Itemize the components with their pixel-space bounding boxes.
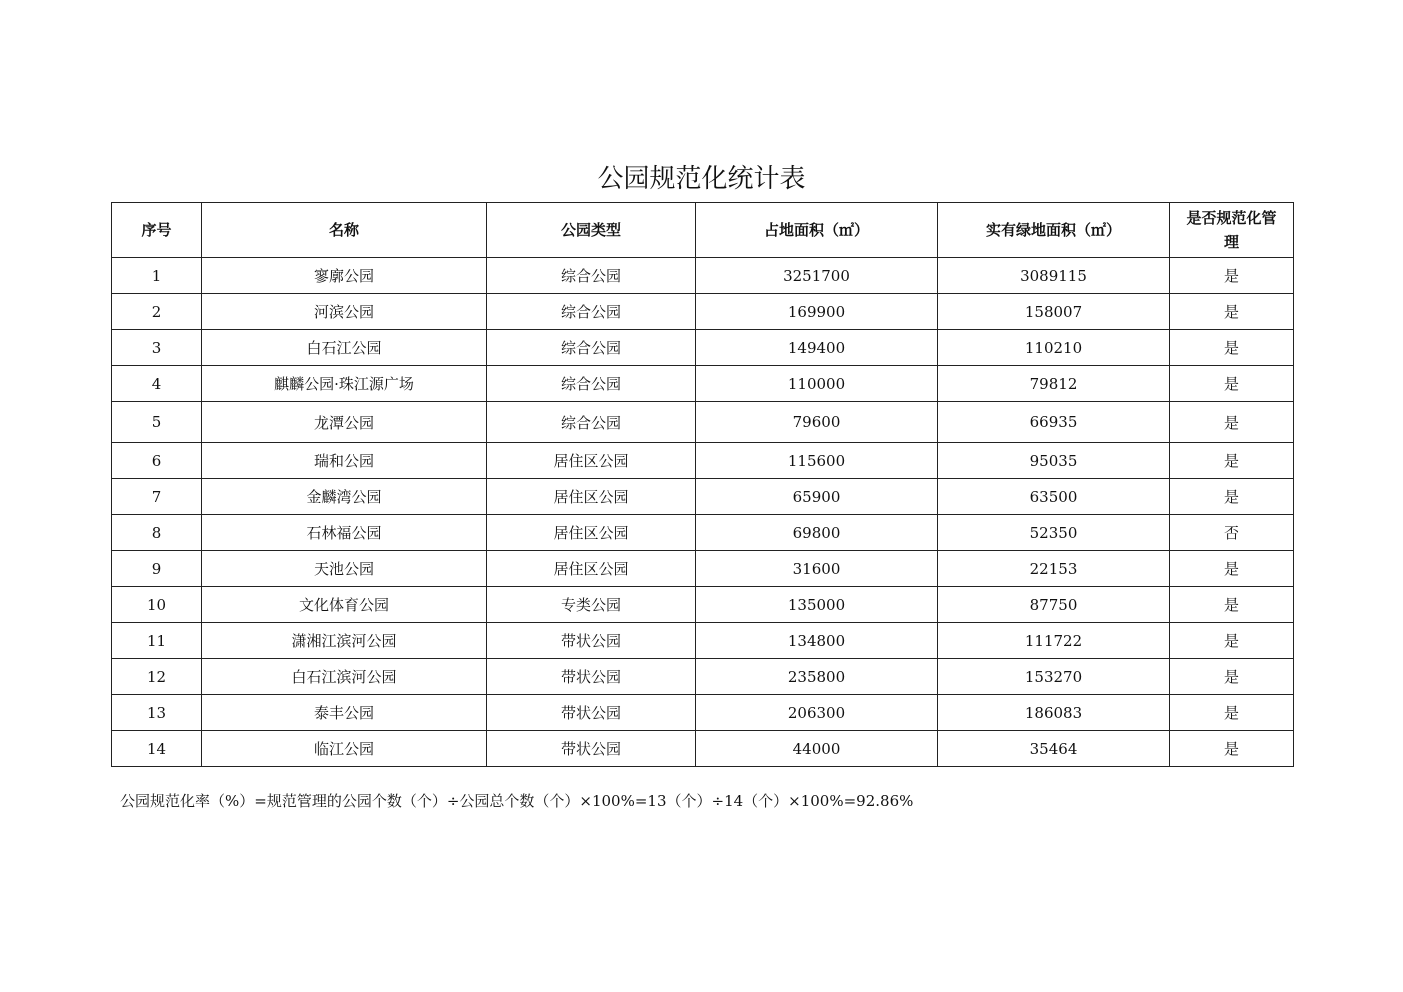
cell-green-area: 63500 <box>938 479 1170 515</box>
cell-standardized: 是 <box>1170 479 1294 515</box>
cell-park-name: 潇湘江滨河公园 <box>202 623 487 659</box>
cell-park-type: 综合公园 <box>487 330 696 366</box>
cell-park-name: 白石江公园 <box>202 330 487 366</box>
table-row <box>112 587 1294 623</box>
table-row <box>112 551 1294 587</box>
cell-park-name: 寥廓公园 <box>202 258 487 294</box>
table-row <box>112 402 1294 443</box>
cell-land-area: 235800 <box>696 659 938 695</box>
cell-green-area: 186083 <box>938 695 1170 731</box>
cell-standardized: 是 <box>1170 659 1294 695</box>
cell-standardized: 是 <box>1170 330 1294 366</box>
cell-serial-number: 9 <box>112 551 202 587</box>
cell-land-area: 149400 <box>696 330 938 366</box>
cell-green-area: 110210 <box>938 330 1170 366</box>
cell-land-area: 115600 <box>696 443 938 479</box>
cell-standardized: 是 <box>1170 695 1294 731</box>
park-statistics-table <box>111 202 1294 767</box>
normalization-rate-formula: 公园规范化率（%）=规范管理的公园个数（个）÷公园总个数（个）×100%=13（个）÷14（个）×100%=92.86% <box>120 792 914 810</box>
table-row <box>112 479 1294 515</box>
cell-park-name: 瑞和公园 <box>202 443 487 479</box>
header-standardized-label: 是否规范化管理 <box>1186 209 1277 251</box>
cell-land-area: 110000 <box>696 366 938 402</box>
cell-serial-number: 11 <box>112 623 202 659</box>
table-body <box>112 258 1294 767</box>
table-row <box>112 258 1294 294</box>
cell-land-area: 44000 <box>696 731 938 767</box>
cell-standardized: 是 <box>1170 623 1294 659</box>
cell-green-area: 52350 <box>938 515 1170 551</box>
cell-green-area: 66935 <box>938 402 1170 443</box>
cell-green-area: 22153 <box>938 551 1170 587</box>
header-green-area: 实有绿地面积（㎡） <box>938 203 1170 258</box>
cell-park-type: 居住区公园 <box>487 479 696 515</box>
cell-standardized: 是 <box>1170 731 1294 767</box>
cell-serial-number: 10 <box>112 587 202 623</box>
document-title: 公园规范化统计表 <box>597 164 806 194</box>
cell-park-name: 文化体育公园 <box>202 587 487 623</box>
cell-park-type: 带状公园 <box>487 659 696 695</box>
table-row <box>112 366 1294 402</box>
cell-green-area: 158007 <box>938 294 1170 330</box>
cell-serial-number: 13 <box>112 695 202 731</box>
cell-park-type: 综合公园 <box>487 366 696 402</box>
cell-serial-number: 14 <box>112 731 202 767</box>
cell-park-type: 居住区公园 <box>487 551 696 587</box>
cell-land-area: 134800 <box>696 623 938 659</box>
cell-standardized: 是 <box>1170 294 1294 330</box>
cell-park-type: 综合公园 <box>487 402 696 443</box>
cell-park-name: 河滨公园 <box>202 294 487 330</box>
cell-land-area: 65900 <box>696 479 938 515</box>
table-row <box>112 623 1294 659</box>
cell-land-area: 31600 <box>696 551 938 587</box>
cell-park-type: 带状公园 <box>487 731 696 767</box>
cell-serial-number: 1 <box>112 258 202 294</box>
cell-park-name: 泰丰公园 <box>202 695 487 731</box>
cell-land-area: 79600 <box>696 402 938 443</box>
cell-serial-number: 12 <box>112 659 202 695</box>
cell-park-type: 居住区公园 <box>487 443 696 479</box>
cell-standardized: 否 <box>1170 515 1294 551</box>
cell-land-area: 206300 <box>696 695 938 731</box>
cell-land-area: 3251700 <box>696 258 938 294</box>
cell-serial-number: 5 <box>112 402 202 443</box>
cell-green-area: 111722 <box>938 623 1170 659</box>
cell-park-type: 专类公园 <box>487 587 696 623</box>
cell-standardized: 是 <box>1170 587 1294 623</box>
cell-standardized: 是 <box>1170 258 1294 294</box>
cell-green-area: 35464 <box>938 731 1170 767</box>
header-name: 名称 <box>202 203 487 258</box>
cell-land-area: 169900 <box>696 294 938 330</box>
cell-standardized: 是 <box>1170 402 1294 443</box>
cell-green-area: 153270 <box>938 659 1170 695</box>
header-serial-number: 序号 <box>112 203 202 258</box>
cell-land-area: 135000 <box>696 587 938 623</box>
table-row <box>112 695 1294 731</box>
cell-serial-number: 2 <box>112 294 202 330</box>
cell-park-name: 天池公园 <box>202 551 487 587</box>
cell-standardized: 是 <box>1170 551 1294 587</box>
cell-serial-number: 8 <box>112 515 202 551</box>
cell-serial-number: 4 <box>112 366 202 402</box>
table-row <box>112 515 1294 551</box>
cell-park-type: 居住区公园 <box>487 515 696 551</box>
table-header-row <box>112 203 1294 258</box>
table-row <box>112 731 1294 767</box>
cell-serial-number: 7 <box>112 479 202 515</box>
cell-park-type: 综合公园 <box>487 258 696 294</box>
table-row <box>112 659 1294 695</box>
header-standardized-management <box>1170 203 1294 258</box>
cell-green-area: 3089115 <box>938 258 1170 294</box>
cell-park-name: 麒麟公园·珠江源广场 <box>202 366 487 402</box>
table-row <box>112 443 1294 479</box>
cell-park-name: 龙潭公园 <box>202 402 487 443</box>
cell-green-area: 87750 <box>938 587 1170 623</box>
cell-park-name: 白石江滨河公园 <box>202 659 487 695</box>
cell-serial-number: 6 <box>112 443 202 479</box>
cell-land-area: 69800 <box>696 515 938 551</box>
cell-green-area: 95035 <box>938 443 1170 479</box>
cell-park-name: 石林福公园 <box>202 515 487 551</box>
cell-park-name: 临江公园 <box>202 731 487 767</box>
cell-park-name: 金麟湾公园 <box>202 479 487 515</box>
cell-green-area: 79812 <box>938 366 1170 402</box>
table-row <box>112 294 1294 330</box>
table-row <box>112 330 1294 366</box>
cell-serial-number: 3 <box>112 330 202 366</box>
header-park-type: 公园类型 <box>487 203 696 258</box>
cell-park-type: 带状公园 <box>487 695 696 731</box>
cell-standardized: 是 <box>1170 443 1294 479</box>
cell-standardized: 是 <box>1170 366 1294 402</box>
cell-park-type: 带状公园 <box>487 623 696 659</box>
header-land-area: 占地面积（㎡） <box>696 203 938 258</box>
cell-park-type: 综合公园 <box>487 294 696 330</box>
